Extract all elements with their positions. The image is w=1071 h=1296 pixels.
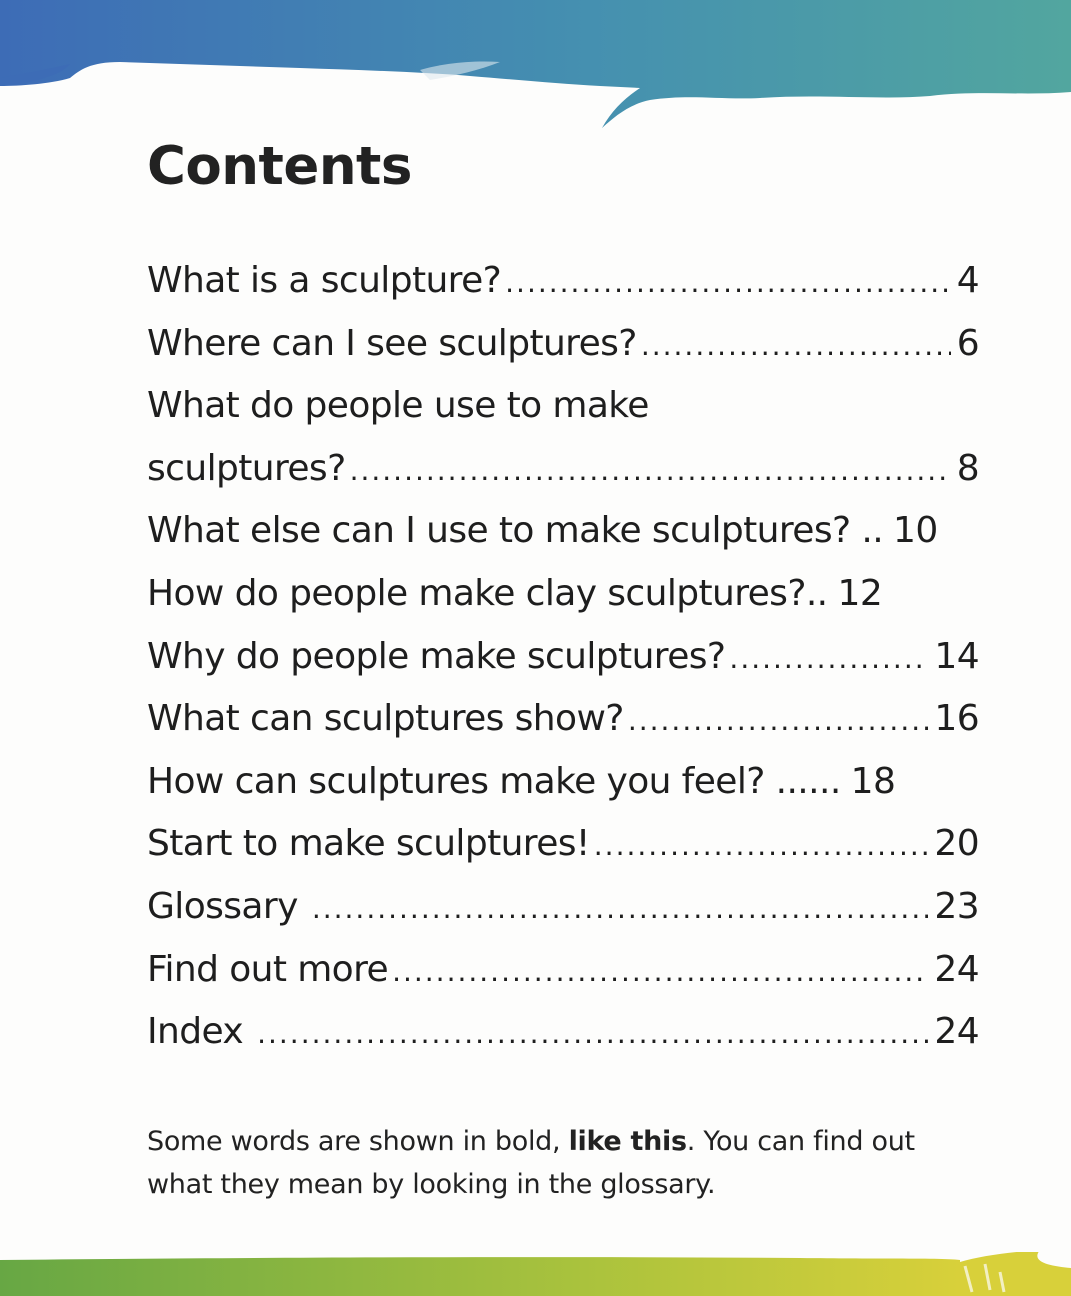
toc-entry[interactable] xyxy=(147,438,979,501)
toc-entry[interactable] xyxy=(147,500,979,563)
toc-entry[interactable] xyxy=(147,626,979,689)
page-title: Contents xyxy=(147,136,412,197)
toc-dot-leader xyxy=(729,628,928,691)
toc-dot-leader xyxy=(257,1003,928,1066)
top-decorative-band xyxy=(0,0,1071,140)
toc-dot-leader xyxy=(392,941,928,1004)
toc-entry[interactable] xyxy=(147,313,979,376)
toc-entry-text: What is a sculpture? xyxy=(147,260,502,301)
table-of-contents xyxy=(147,250,979,1064)
toc-entry-text: Find out more xyxy=(147,948,389,990)
toc-entry-text: How can sculptures make you feel? ...... xyxy=(147,760,841,802)
toc-page-number: 12 xyxy=(837,572,883,614)
toc-page-number: 4 xyxy=(956,260,979,301)
toc-entry-text: What else can I use to make sculptures? .. xyxy=(147,510,884,552)
glossary-note-text-end: . You can find out what they mean by looking in the glossary. xyxy=(147,1126,915,1200)
toc-page-number: 16 xyxy=(934,698,979,740)
toc-entry-text: What do people use to make xyxy=(147,385,649,427)
toc-dot-leader xyxy=(350,440,951,503)
glossary-note xyxy=(147,1120,987,1206)
toc-entry-text: Where can I see sculptures? xyxy=(147,322,637,364)
bottom-decorative-band xyxy=(0,1252,1071,1296)
toc-entry-text: Why do people make sculptures? xyxy=(147,635,726,677)
toc-page-number: 10 xyxy=(893,510,938,552)
toc-page-number: 6 xyxy=(956,322,979,364)
toc-entry[interactable] xyxy=(147,688,979,751)
toc-page-number: 23 xyxy=(934,885,979,927)
toc-entry[interactable] xyxy=(147,1001,979,1064)
toc-dot-leader xyxy=(594,815,929,878)
toc-page-number: 24 xyxy=(934,948,979,990)
toc-page-number: 14 xyxy=(934,635,979,677)
glossary-note-text: Some words are shown in bold, xyxy=(147,1126,569,1157)
toc-dot-leader xyxy=(641,315,951,378)
toc-dot-leader xyxy=(312,878,929,941)
toc-entry[interactable] xyxy=(147,813,979,876)
toc-entry[interactable] xyxy=(147,939,979,1002)
toc-page-number: 8 xyxy=(956,447,979,489)
toc-dot-leader xyxy=(505,252,951,315)
toc-page-number: 18 xyxy=(850,760,896,802)
toc-entry-text: How do people make clay sculptures?.. xyxy=(147,572,828,614)
toc-entry-text: Index xyxy=(147,1011,244,1053)
toc-entry[interactable] xyxy=(147,751,979,814)
toc-entry-first-line[interactable] xyxy=(147,375,979,438)
bold-example: like this xyxy=(568,1126,687,1157)
toc-entry-text: Start to make sculptures! xyxy=(147,823,590,865)
toc-entry[interactable] xyxy=(147,563,979,626)
toc-dot-leader xyxy=(628,690,929,753)
toc-entry-text: Glossary xyxy=(147,885,298,927)
toc-page-number: 20 xyxy=(934,823,979,865)
toc-entry[interactable] xyxy=(147,250,979,313)
toc-entry[interactable] xyxy=(147,876,979,939)
toc-page-number: 24 xyxy=(934,1011,979,1053)
toc-entry-text: What can sculptures show? xyxy=(147,698,624,740)
toc-entry-text: sculptures? xyxy=(147,447,346,489)
